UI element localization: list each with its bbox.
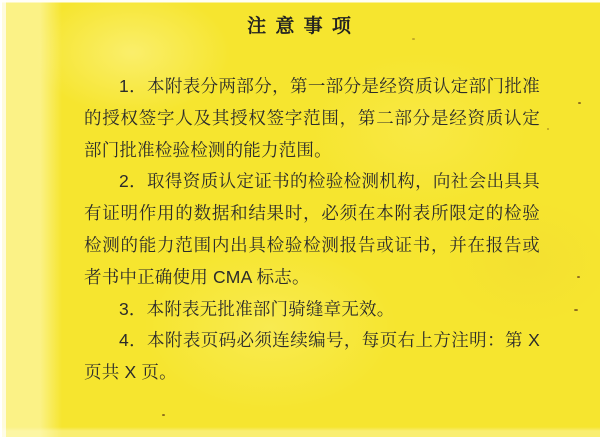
notice-paragraph-2: 2．取得资质认定证书的检验检测机构，向社会出具具有证明作用的数据和结果时，必须在本附表所限定的检验检测的能力范围内出具检验检测报告或证书，并在报告或者书中正确使用 CMA 标志。 — [84, 171, 540, 287]
paper-speckle — [162, 414, 165, 416]
paper-speckle — [578, 102, 581, 104]
page-title: 注 意 事 项 — [247, 16, 353, 37]
notice-paragraph-3: 3．本附表无批准部门骑缝章无效。 — [119, 298, 395, 319]
paper-speckle — [412, 38, 415, 40]
paper-speckle — [577, 276, 580, 278]
paper-speckle — [547, 128, 549, 130]
notice-body — [84, 71, 540, 389]
paper-speckle — [574, 309, 578, 311]
notice-paragraph-1: 1．本附表分两部分，第一部分是经资质认定部门批准的授权签字人及其授权签字范围，第二部分是经资质认定部门批准检验检测的能力范围。 — [84, 76, 540, 160]
notice-paragraph-4: 4．本附表页码必须连续编号，每页右上方注明：第 X 页共 X 页。 — [84, 330, 540, 383]
